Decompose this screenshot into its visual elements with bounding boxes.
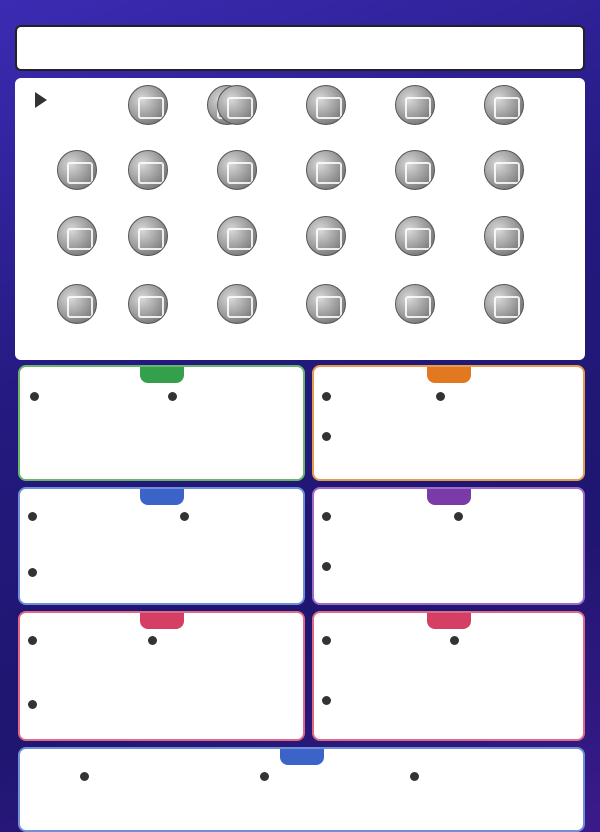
step-icon: [395, 150, 435, 190]
panel-tiling: [312, 487, 585, 605]
section-title: [410, 771, 423, 783]
panel-title: [140, 613, 184, 629]
section-title: [322, 431, 335, 443]
step-icon: [57, 216, 97, 256]
flow-step: [107, 85, 189, 127]
flow-step: [374, 216, 456, 258]
flow-step: [285, 85, 367, 127]
flow-step: [107, 216, 189, 258]
section-title: [28, 511, 41, 523]
flow-step: [36, 284, 118, 326]
flow-step: [196, 150, 278, 192]
flow-step: [107, 150, 189, 192]
section-title: [322, 561, 335, 573]
step-icon: [128, 284, 168, 324]
panel-plumbing: [18, 487, 305, 605]
panel-preparation: [18, 365, 305, 481]
step-icon: [395, 85, 435, 125]
flow-step: [463, 216, 545, 258]
step-icon: [484, 85, 524, 125]
step-icon: [484, 284, 524, 324]
step-icon: [57, 284, 97, 324]
panel-title: [140, 489, 184, 505]
panel-carpentry: [18, 611, 305, 741]
flow-step: [36, 216, 118, 258]
step-icon: [217, 85, 257, 125]
section-title: [180, 511, 193, 523]
panel-title: [427, 489, 471, 505]
section-title: [30, 391, 43, 403]
flow-step: [196, 216, 278, 258]
step-icon: [395, 216, 435, 256]
section-title: [454, 511, 467, 523]
panel-title: [427, 613, 471, 629]
step-icon: [306, 150, 346, 190]
page-title: [15, 25, 585, 71]
flow-step: [196, 85, 278, 127]
step-icon: [217, 150, 257, 190]
flow-step: [107, 284, 189, 326]
step-icon: [217, 284, 257, 324]
step-icon: [128, 150, 168, 190]
step-icon: [484, 216, 524, 256]
section-title: [28, 567, 41, 579]
flow-step: [374, 85, 456, 127]
section-title: [322, 391, 335, 403]
section-title: [322, 511, 335, 523]
section-title: [28, 635, 41, 647]
section-title: [450, 635, 463, 647]
panel-title: [280, 749, 324, 765]
step-icon: [128, 85, 168, 125]
panel-title: [427, 367, 471, 383]
flow-step: [285, 284, 367, 326]
step-icon: [484, 150, 524, 190]
section-title: [80, 771, 93, 783]
flow-step: [196, 284, 278, 326]
flow-step: [374, 284, 456, 326]
step-icon: [395, 284, 435, 324]
flow-step: [463, 85, 545, 127]
section-title: [148, 635, 161, 647]
step-icon: [306, 85, 346, 125]
step-icon: [128, 216, 168, 256]
flow-step: [36, 150, 118, 192]
triangle-icon: [35, 92, 47, 108]
section-title: [322, 635, 335, 647]
panel-demolition: [312, 365, 585, 481]
step-icon: [217, 216, 257, 256]
section-title: [436, 391, 449, 403]
panel-painting: [312, 611, 585, 741]
section-title: [168, 391, 181, 403]
step-icon: [306, 216, 346, 256]
section-title: [28, 699, 41, 711]
panel-title: [140, 367, 184, 383]
section-title: [260, 771, 273, 783]
panel-installation: [18, 747, 585, 832]
flow-step: [285, 216, 367, 258]
step-icon: [57, 150, 97, 190]
flow-title: [35, 88, 51, 110]
flow-step: [463, 150, 545, 192]
step-icon: [306, 284, 346, 324]
flow-step: [285, 150, 367, 192]
section-title: [322, 695, 335, 707]
items: [322, 407, 332, 425]
flow-step: [463, 284, 545, 326]
flow-step: [374, 150, 456, 192]
